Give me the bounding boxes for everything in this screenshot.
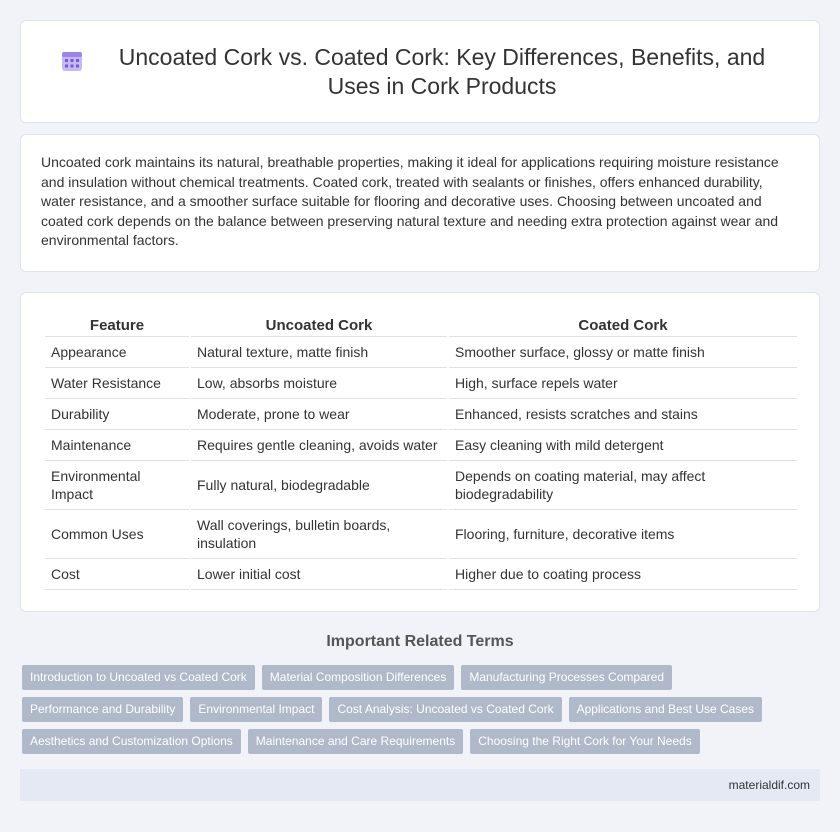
table-header-row [45,313,797,337]
intro-card [20,134,820,272]
related-terms-heading: Important Related Terms [326,633,514,650]
calendar-grid-icon [60,49,84,73]
title-wrap [60,43,780,101]
related-term-tag[interactable]: Maintenance and Care Requirements [248,729,463,754]
table-cell: Water Resistance [45,368,189,399]
comparison-table-card [20,292,820,612]
table-cell: Requires gentle cleaning, avoids water [191,430,447,461]
table-row [45,461,797,510]
table-cell: Low, absorbs moisture [191,368,447,399]
table-cell: Easy cleaning with mild detergent [449,430,797,461]
table-row [45,559,797,590]
related-term-tag[interactable]: Material Composition Differences [262,665,455,690]
related-term-tag[interactable]: Environmental Impact [190,697,322,722]
table-cell: Common Uses [45,510,189,559]
related-term-tag[interactable]: Performance and Durability [22,697,183,722]
page-title: Uncoated Cork vs. Coated Cork: Key Differences, Benefits, and Uses in Cork Products [118,43,766,99]
table-cell: Depends on coating material, may affect biodegradability [449,461,797,510]
table-cell: Appearance [45,337,189,368]
intro-text: Uncoated cork maintains its natural, breathable properties, making it ideal for applications requiring moisture resistance and insulation without chemical treatments. Coated cork, treated with sealants or finishes, offers enhanced durability, water resistance, and a smoother surface suitable for flooring and decorative uses. Choosing between uncoated and coated cork depends on the balance between preserving natural texture and needing extra protection against wear and environmental factors. [41,154,779,248]
table-cell: Environmental Impact [45,461,189,510]
table-cell: Enhanced, resists scratches and stains [449,399,797,430]
table-cell: Lower initial cost [191,559,447,590]
header-coated: Coated Cork [449,313,797,337]
footer-site[interactable]: materialdif.com [728,778,810,792]
table-cell: Maintenance [45,430,189,461]
related-term-tag[interactable]: Manufacturing Processes Compared [461,665,672,690]
title-card [20,20,820,123]
table-cell: Higher due to coating process [449,559,797,590]
comparison-table [43,313,799,590]
table-cell: Moderate, prone to wear [191,399,447,430]
table-cell: High, surface repels water [449,368,797,399]
table-cell: Flooring, furniture, decorative items [449,510,797,559]
table-cell: Wall coverings, bulletin boards, insulation [191,510,447,559]
table-cell: Fully natural, biodegradable [191,461,447,510]
related-term-tag[interactable]: Cost Analysis: Uncoated vs Coated Cork [329,697,561,722]
related-term-tag[interactable]: Aesthetics and Customization Options [22,729,241,754]
footer [20,769,820,801]
table-row [45,368,797,399]
table-row [45,337,797,368]
related-term-tag[interactable]: Applications and Best Use Cases [569,697,762,722]
table-row [45,510,797,559]
header-uncoated: Uncoated Cork [191,313,447,337]
related-terms-list [22,665,822,754]
table-cell: Natural texture, matte finish [191,337,447,368]
table-cell: Durability [45,399,189,430]
related-term-tag[interactable]: Introduction to Uncoated vs Coated Cork [22,665,255,690]
table-row [45,399,797,430]
table-row [45,430,797,461]
related-term-tag[interactable]: Choosing the Right Cork for Your Needs [470,729,699,754]
table-cell: Cost [45,559,189,590]
table-cell: Smoother surface, glossy or matte finish [449,337,797,368]
header-feature: Feature [45,313,189,337]
